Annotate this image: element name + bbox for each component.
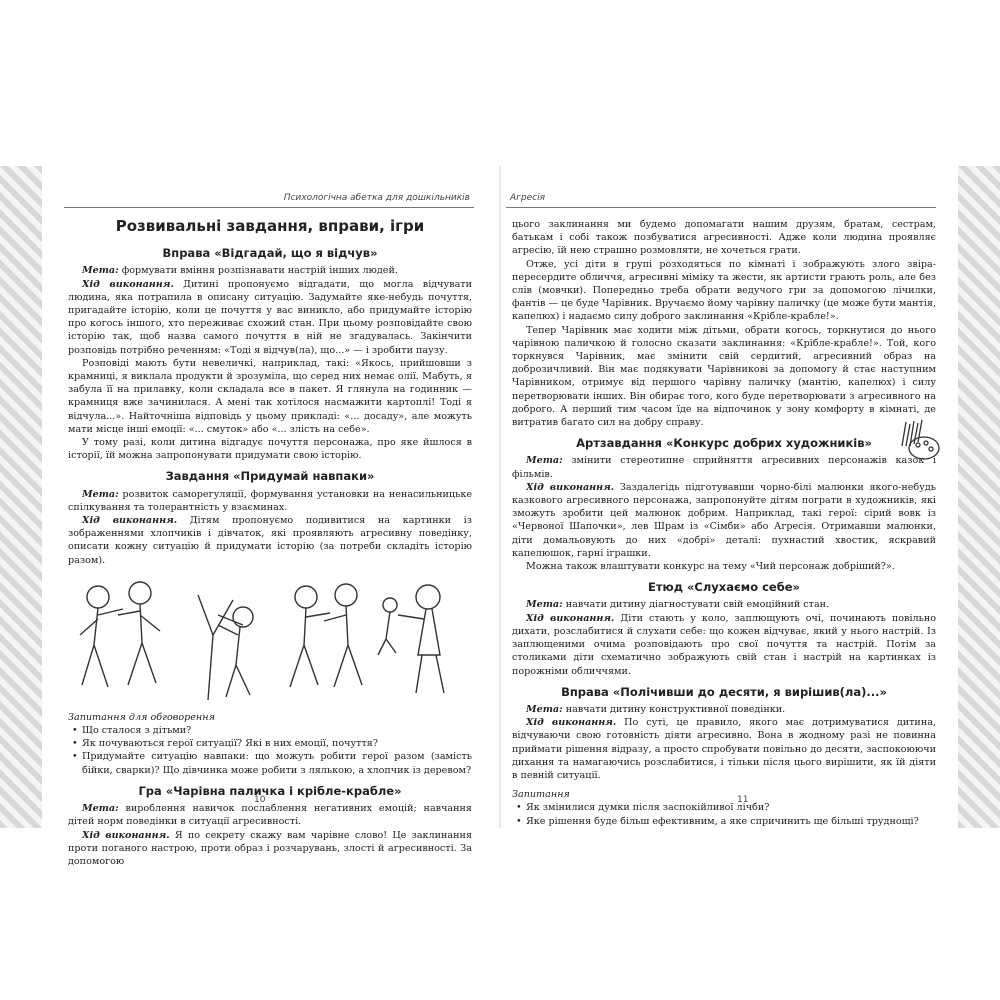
page-title: Розвивальні завдання, вправи, ігри (115, 217, 425, 235)
body-paragraph: Можна також влаштувати конкурс на тему «Чий персонаж добріший?». (526, 561, 895, 573)
header-rule-left (64, 207, 474, 208)
header-rule-right (506, 207, 936, 208)
list-item: • Придумайте ситуацію навпаки: що можуть робити герої разом (замість бійки, сварки)? Що дівчинка може робити з лялькою, а хлопчик із деревом? (82, 750, 472, 776)
exercise-heading: Етюд «Слухаємо себе» (648, 580, 800, 595)
list-item: • Що сталося з дітьми? (82, 724, 472, 737)
page-number-right: 11 (737, 795, 749, 805)
decorative-border-right (958, 166, 1000, 828)
exercise-heading: Гра «Чарівна паличка і крібле-крабле» (138, 783, 402, 798)
running-head-right: Агресія (510, 193, 545, 203)
body-paragraph: Розповіді мають бути невеличкі, наприклад, такі: «Якось, прийшовши з крамниці, я виклала продукти й зрозуміла, що серед них немає олії. Мабуть, я забула її на прилавку, коли складала все в пакет. Я глянула на годинник — крамниця вже зачинилася. А мені так хотілося насмажити картоплі! Тоді я відчула...». Найточніша відповідь у цьому прикладі: «... досаду», але можуть мати місце інші емоції: «... смуток» або «... злість на себе». (68, 357, 472, 435)
left-column (68, 210, 472, 868)
exercise-heading: Вправа «Полічивши до десяти, я вирішив(ла)...» (561, 684, 887, 699)
procedure-paragraph: Хід виконання. Я по секрету скажу вам чарівне слово! Це заклинання проти поганого настрою, проти образ і розчарувань, злості й агресивності. За допомогою (68, 829, 472, 867)
running-head-left: Психологічна абетка для дошкільників (283, 193, 470, 203)
children-conflict-illustration (68, 575, 472, 705)
list-item: • Як змінилися думки після заспокійливої лічби? (526, 801, 936, 814)
procedure-paragraph: Хід виконання. По суті, це правило, якого має дотримуватися дитина, відчуваючи свою готовність діяти агресивно. Вона в жодному разі не повинна приймати рішення відразу, а просто спробувати повільно до десяти, заспокоюючи дихання та намагаючись розслабитися, і тільки після цього вирішити, як їй діяти в певній ситуації. (512, 717, 936, 781)
goal-paragraph: Мета: навчати дитину конструктивної поведінки. (526, 703, 786, 715)
goal-paragraph: Мета: навчати дитину діагностувати свій емоційний стан. (526, 599, 830, 611)
exercise-heading: Артзавдання «Конкурс добрих художників» (576, 436, 872, 451)
procedure-paragraph: Хід виконання. Дітям пропонуємо подивитися на картинки із зображеннями хлопчиків і дівчаток, які проявляють агресивну поведінку, описати кожну ситуацію й придумати історію (за потреби складіть історію разом). (68, 515, 472, 566)
goal-paragraph: Мета: розвиток саморегуляції, формування установки на ненасильницьке спілкування та толерантність у взаєминах. (68, 488, 472, 513)
right-column (512, 218, 936, 828)
body-paragraph: Тепер Чарівник має ходити між дітьми, обрати когось, торкнутися до нього чарівною паличкою й голосно сказати заклинання: «Крібле-крабле!». Той, кого торкнувся Чарівник, має змінити свій сердитий, агресивний образ на доброзичливий. Він має подякувати Чарівникові за допомогу й стає наступним Чарівником, отримує від першого чарівну паличку (мантію, капелюх) і силу перетворювати інших. Він обирає того, кого буде перетворювати з агресивного на доброго. А перший тим часом їде на відпочинок у зону комфорту в кімнаті, де витратив багато сил на добру справу. (512, 324, 936, 429)
questions-list (68, 724, 472, 777)
page-number-left: 10 (254, 795, 266, 805)
book-gutter (499, 166, 501, 828)
decorative-border-left (0, 166, 42, 828)
list-item: • Як почуваються герої ситуації? Які в них емоції, почуття? (82, 737, 472, 750)
list-item: • Яке рішення буде більш ефективним, а яке спричинить ще більші труднощі? (526, 815, 936, 828)
goal-paragraph: Мета: змінити стереотипне сприйняття агресивних персонажів казок і фільмів. (512, 455, 936, 480)
palette-brush-icon (896, 418, 942, 462)
body-paragraph: Отже, усі діти в групі розходяться по кімнаті і зображують злого звіра-пересердите обличчя, агресивні міміку та жести, як артисти грають роль, але без слів (мовчки). Попередньо треба обрати ведучого гри за допомогою лічилки, фантів — це буде Чарівник. Вручаємо йому чарівну паличку (це може бути мантія, капелюх) і надаємо силу доброго заклинання «Крібле-крабле!». (512, 258, 936, 323)
goal-paragraph: Мета: вироблення навичок послаблення негативних емоцій; навчання дітей норм поведінки в ситуації агресивності. (68, 803, 472, 828)
exercise-heading: Вправа «Відгадай, що я відчув» (162, 246, 378, 261)
questions-title: Запитання (512, 789, 570, 801)
body-paragraph: У тому разі, коли дитина відгадує почуття персонажа, про яке йшлося в історії, їй можна запропонувати придумати свою історію. (68, 437, 472, 462)
procedure-paragraph: Хід виконання. Заздалегідь підготувавши чорно-білі малюнки якого-небудь казкового агресивного персонажа, запропонуйте дітям пограти в художників, які зможуть зробити цей малюнок добрим. Наприклад, такі герої: сірий вовк із «Червоної Шапочки», лев Шрам із «Сімби» або Агресія. Отримавши малюнки, діти домальовують до них «добрі» деталі: пухнастий хвостик, яскравий капелюшок, гарні іграшки. (512, 481, 936, 559)
questions-title: Запитання для обговорення (68, 711, 215, 723)
procedure-paragraph: Хід виконання. Діти стають у коло, заплющують очі, починають повільно дихати, розслабитися й слухати себе: що кожен відчуває, який у нього настрій. Із заплющеними очима розповідають про свої почуття та настрій. Потім за столиками діти схематично зображують свій стан і настрій на картинках із порожніми обличчями. (512, 612, 936, 677)
exercise-heading: Завдання «Придумай навпаки» (165, 469, 375, 484)
questions-list (512, 801, 936, 827)
goal-paragraph: Мета: формувати вміння розпізнавати настрій інших людей. (82, 265, 398, 277)
body-paragraph: цього заклинання ми будемо допомагати нашим друзям, братам, сестрам, батькам і собі також позбуватися агресивності. Адже коли людина проявляє агресію, їй нею страшно розмовляти, не хочеться грати. (512, 219, 936, 257)
procedure-paragraph: Хід виконання. Дитині пропонуємо відгадати, що могла відчувати людина, яка потрапила в описану ситуацію. Задумайте яке-небудь почуття, пригадайте історію, коли це почуття у вас виникло, або придумайте історію про когось іншого, хто переживає схожий стан. При цьому розповідайте свою історію так, щоб назва самого почуття в ній не згадувалась. Закінчити розповідь потрібно реченням: «Тоді я відчув(ла), що...» — і зробити паузу. (68, 278, 472, 356)
